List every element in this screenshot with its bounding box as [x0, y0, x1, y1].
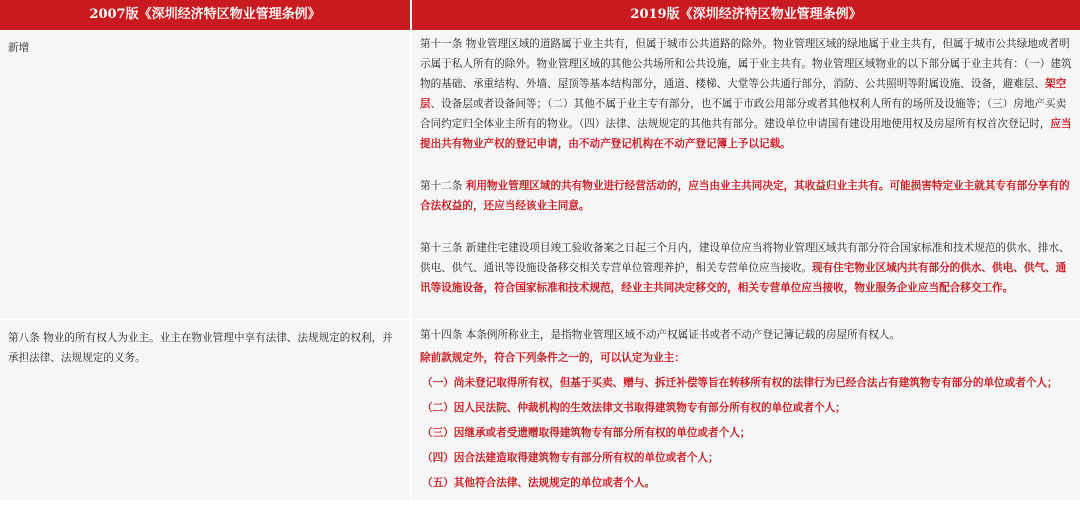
row1-right-cell — [411, 30, 1080, 319]
article-11-text-2: 、设备层或者设备间等；（二）其他不属于业主专有部分，也不属于市政公用部分或者其他权利人所有的场所及设施等；（三）房地产买卖合同约定归全体业主所有的物业。（四）法律、法规规定的其他共有部分。建设单位申请国有建设用地使用权及房屋所有权首次登记时， — [420, 98, 1067, 130]
article-13-text: 第十三条 新建住宅建设项目竣工验收备案之日起三个月内，建设单位应当将物业管理区域共有部分符合国家标准和技术规范的供水、排水、供电、供气、通讯等设施设备移交相关专营单位管理养护，相关专营单位应当接收。 — [420, 242, 1070, 274]
article-14-item-2: （二）因人民法院、仲裁机构的生效法律文书取得建筑物专有部分所有权的单位或者个人； — [422, 402, 846, 414]
article-11-text: 第十一条 物业管理区域的道路属于业主共有，但属于城市公共道路的除外。物业管理区域的绿地属于业主共有，但属于城市公共绿地或者明示属于私人所有的除外。物业管理区域的其他公共场所和公共设施，属于业主共有。物业管理区域物业的以下部分属于业主共有：（一）建筑物的基础、承重结构、外墙、屋顶等基本结构部分，通道、楼梯、大堂等公共通行部分，消防、公共照明等附属设施、设备，避难层、 — [420, 38, 1072, 90]
article-14-intro: 除前款规定外，符合下列条件之一的，可以认定为业主： — [420, 352, 685, 364]
article-11 — [420, 34, 1072, 154]
article-12-highlight: 利用物业管理区域的共有物业进行经营活动的，应当由业主共同决定，其收益归业主共有。可能损害特定业主就其专有部分享有的合法权益的，还应当经该业主同意。 — [420, 180, 1070, 212]
table-row — [0, 30, 1080, 319]
table-row — [0, 319, 1080, 500]
article-12-prefix: 第十二条 — [420, 180, 466, 192]
table-header-row — [0, 0, 1080, 30]
article-14-item-5: （五）其他符合法律、法规规定的单位或者个人。 — [422, 477, 656, 489]
article-14: 第十四条 本条例所称业主，是指物业管理区域不动产权属证书或者不动产登记簿记载的房屋所有权人。 — [420, 329, 901, 341]
article-13-highlight: 现有住宅物业区域内共有部分的供水、供电、供气、通讯等设施设备，符合国家标准和技术规范，经业主共同决定移交的，相关专营单位应当接收，物业服务企业应当配合移交工作。 — [420, 262, 1067, 294]
article-14-item-4: （四）因合法建造取得建筑物专有部分所有权的单位或者个人； — [422, 452, 719, 464]
article-11-highlight-2: 应当提出共有物业产权的登记申请，由不动产登记机构在不动产登记簿上予以记载。 — [420, 118, 1072, 150]
row2-right-cell — [411, 319, 1080, 500]
row2-left-cell: 第八条 物业的所有权人为业主。业主在物业管理中享有法律、法规规定的权利，并承担法律、法规规定的义务。 — [0, 319, 411, 500]
row1-left-cell: 新增 — [0, 30, 411, 319]
article-11-highlight-1: 架空层 — [420, 78, 1067, 110]
header-2007: 2007版《深圳经济特区物业管理条例》 — [0, 0, 411, 30]
article-13 — [420, 238, 1072, 298]
article-14-item-1: （一）尚未登记取得所有权，但基于买卖、赠与、拆迁补偿等旨在转移所有权的法律行为已经合法占有建筑物专有部分的单位或者个人； — [422, 377, 1058, 389]
header-2019: 2019版《深圳经济特区物业管理条例》 — [411, 0, 1080, 30]
article-12 — [420, 176, 1072, 216]
article-14-item-3: （三）因继承或者受遗赠取得建筑物专有部分所有权的单位或者个人； — [422, 427, 751, 439]
